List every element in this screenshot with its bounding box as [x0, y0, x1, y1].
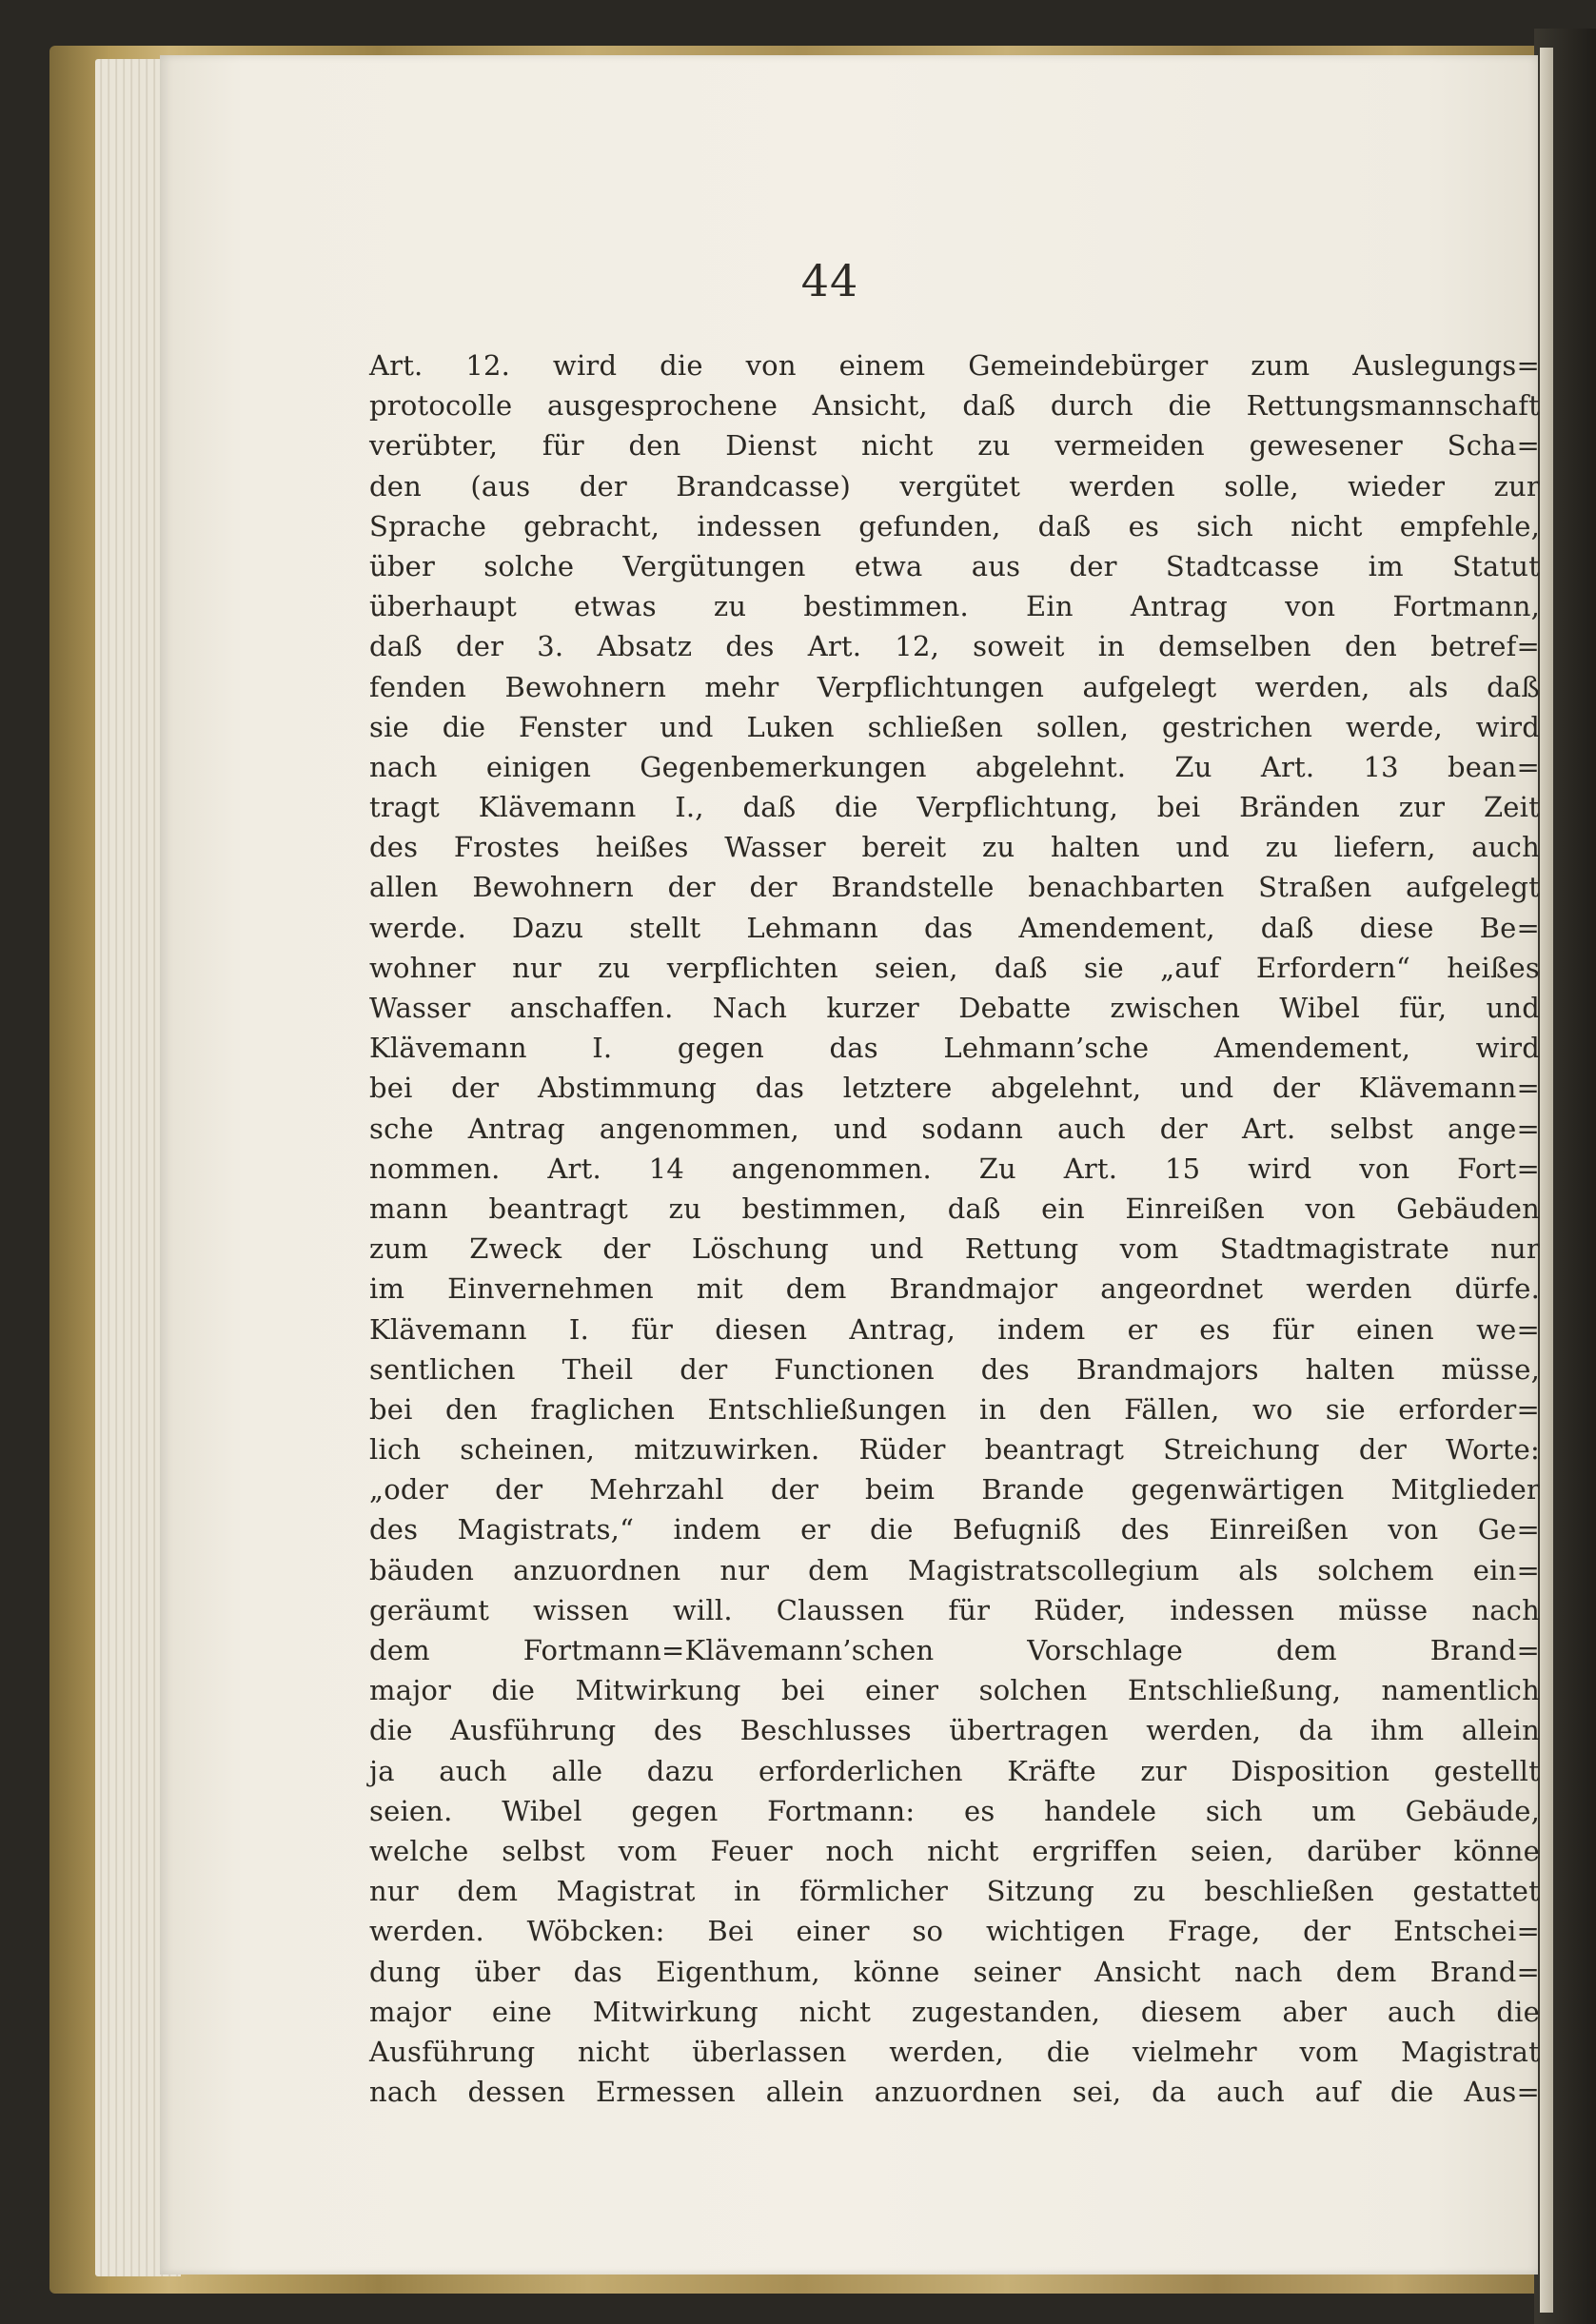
facing-page-edge: [1534, 29, 1596, 2324]
text-line: Wasser anschaffen. Nach kurzer Debatte zwischen Wibel für, und: [369, 992, 1540, 1024]
page-number: 44: [800, 255, 859, 306]
text-line: bei der Abstimmung das letztere abgelehnt, und der Klävemann=: [369, 1072, 1540, 1105]
text-line: sche Antrag angenommen, und sodann auch der Art. selbst ange=: [369, 1112, 1540, 1145]
text-line: bäuden anzuordnen nur dem Magistratscollegium als solchem ein=: [369, 1553, 1540, 1586]
text-line: nach dessen Ermessen allein anzuordnen sei, da auch auf die Aus=: [369, 2076, 1540, 2109]
body-text: [369, 345, 1540, 2112]
text-line: seien. Wibel gegen Fortmann: es handele sich um Gebäude,: [369, 1794, 1540, 1827]
text-line: protocolle ausgesprochene Ansicht, daß durch die Rettungsmannschaft: [369, 389, 1540, 423]
text-line: nommen. Art. 14 angenommen. Zu Art. 15 wird von Fort=: [369, 1152, 1540, 1185]
text-line: sie die Fenster und Luken schließen sollen, gestrichen werde, wird: [369, 710, 1540, 743]
text-line: tragt Klävemann I., daß die Verpflichtung, bei Bränden zur Zeit: [369, 791, 1540, 824]
text-line: Sprache gebracht, indessen gefunden, daß es sich nicht empfehle,: [369, 509, 1540, 542]
text-line: daß der 3. Absatz des Art. 12, soweit in demselben den betref=: [369, 630, 1540, 663]
text-line: dem Fortmann=Klävemann’schen Vorschlage dem Brand=: [369, 1634, 1540, 1666]
text-line: die Ausführung des Beschlusses übertragen werden, da ihm allein: [369, 1714, 1540, 1747]
text-line: Ausführung nicht überlassen werden, die vielmehr vom Magistrat: [369, 2035, 1540, 2068]
text-line: sentlichen Theil der Functionen des Brandmajors halten müsse,: [369, 1352, 1540, 1386]
text-line: bei den fraglichen Entschließungen in den Fällen, wo sie erforder=: [369, 1392, 1540, 1426]
text-line: werden. Wöbcken: Bei einer so wichtigen Frage, der Entschei=: [369, 1915, 1540, 1948]
text-line: wohner nur zu verpflichten seien, daß sie „auf Erfordern“ heißes: [369, 951, 1540, 984]
text-line: Klävemann I. gegen das Lehmann’sche Amendement, wird: [369, 1032, 1540, 1065]
book-page: [160, 55, 1538, 2275]
text-line: den (aus der Brandcasse) vergütet werden solle, wieder zur: [369, 469, 1540, 502]
text-line: geräumt wissen will. Claussen für Rüder, indessen müsse nach: [369, 1593, 1540, 1626]
text-line: Art. 12. wird die von einem Gemeindebürger zum Auslegungs=: [369, 349, 1540, 382]
text-line: nach einigen Gegenbemerkungen abgelehnt. Zu Art. 13 bean=: [369, 750, 1540, 783]
text-line: lich scheinen, mitzuwirken. Rüder beantragt Streichung der Worte:: [369, 1433, 1540, 1467]
text-line: überhaupt etwas zu bestimmen. Ein Antrag von Fortmann,: [369, 590, 1540, 623]
text-line: zum Zweck der Löschung und Rettung vom Stadtmagistrate nur: [369, 1232, 1540, 1266]
text-line: fenden Bewohnern mehr Verpflichtungen aufgelegt werden, als daß: [369, 670, 1540, 703]
text-line: major eine Mitwirkung nicht zugestanden, diesem aber auch die: [369, 1995, 1540, 2028]
text-line: major die Mitwirkung bei einer solchen Entschließung, namentlich: [369, 1674, 1540, 1707]
text-line: des Frostes heißes Wasser bereit zu halten und zu liefern, auch: [369, 831, 1540, 864]
text-line: des Magistrats,“ indem er die Befugniß des Einreißen von Ge=: [369, 1513, 1540, 1546]
text-line: im Einvernehmen mit dem Brandmajor angeordnet werden dürfe.: [369, 1272, 1540, 1306]
text-line: „oder der Mehrzahl der beim Brande gegenwärtigen Mitglieder: [369, 1473, 1540, 1507]
text-line: werde. Dazu stellt Lehmann das Amendement, daß diese Be=: [369, 911, 1540, 944]
text-line: nur dem Magistrat in förmlicher Sitzung zu beschließen gestattet: [369, 1875, 1540, 1908]
text-line: welche selbst vom Feuer noch nicht ergriffen seien, darüber könne: [369, 1834, 1540, 1867]
text-line: über solche Vergütungen etwa aus der Stadtcasse im Statut: [369, 549, 1540, 582]
text-line: allen Bewohnern der der Brandstelle benachbarten Straßen aufgelegt: [369, 871, 1540, 904]
text-line: ja auch alle dazu erforderlichen Kräfte zur Disposition gestellt: [369, 1754, 1540, 1787]
text-line: mann beantragt zu bestimmen, daß ein Einreißen von Gebäuden: [369, 1192, 1540, 1225]
facing-page-paper: [1540, 48, 1553, 2313]
text-line: verübter, für den Dienst nicht zu vermeiden gewesener Scha=: [369, 429, 1540, 463]
text-line: Klävemann I. für diesen Antrag, indem er es für einen we=: [369, 1312, 1540, 1346]
text-line: dung über das Eigenthum, könne seiner Ansicht nach dem Brand=: [369, 1955, 1540, 1988]
